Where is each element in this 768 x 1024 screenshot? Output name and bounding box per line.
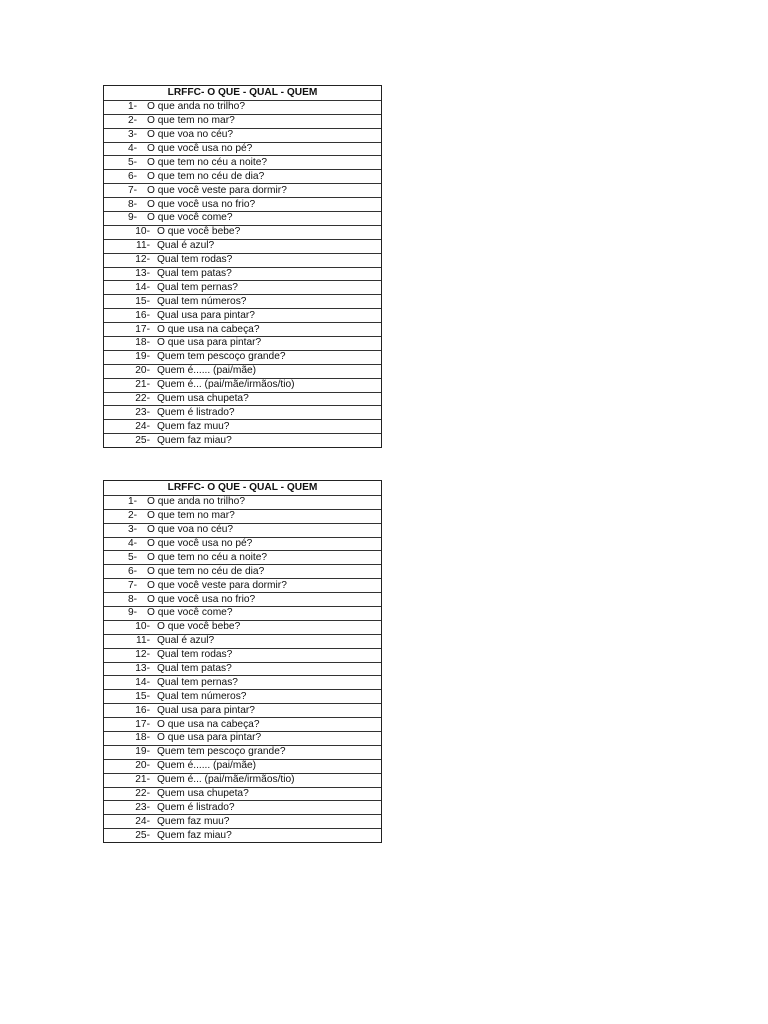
table-row <box>104 523 381 537</box>
table-row <box>104 648 381 662</box>
table-row <box>104 100 381 114</box>
row-number: 16- <box>135 309 150 321</box>
row-question: O que você usa no pé? <box>147 143 253 154</box>
question-table-2 <box>103 480 382 843</box>
row-question: Quem tem pescoço grande? <box>157 351 286 363</box>
row-number: 15- <box>135 295 150 307</box>
row-question: Qual é azul? <box>157 635 215 647</box>
table-row <box>104 239 381 253</box>
table-row <box>104 745 381 759</box>
row-number: 17- <box>135 718 150 730</box>
table-row <box>104 392 381 406</box>
row-question: Quem é... (pai/mãe/irmãos/tio) <box>157 774 295 786</box>
row-question: Qual tem rodas? <box>157 649 233 661</box>
row-question: Quem faz miau? <box>157 434 232 446</box>
row-number: 5- <box>127 156 137 168</box>
row-question: O que você usa no pé? <box>147 538 253 549</box>
table-row <box>104 322 381 336</box>
table-row <box>104 211 381 225</box>
row-number: 25- <box>135 829 150 841</box>
row-number: 11- <box>136 635 150 647</box>
row-question: Qual usa para pintar? <box>157 309 255 321</box>
table-row <box>104 759 381 773</box>
row-question: O que voa no céu? <box>147 129 234 141</box>
row-question: Quem faz muu? <box>157 815 230 827</box>
table-row <box>104 495 381 509</box>
table-row <box>104 828 381 842</box>
table-rows <box>104 495 381 842</box>
row-number: 22- <box>135 393 150 405</box>
row-number: 6- <box>127 170 137 182</box>
table-row <box>104 197 381 211</box>
row-question: O que você bebe? <box>157 226 241 238</box>
table-title <box>104 86 381 100</box>
row-number: 24- <box>135 815 150 827</box>
row-number: 1- <box>127 101 137 113</box>
table-row <box>104 606 381 620</box>
row-question: O que você veste para dormir? <box>147 579 287 591</box>
row-question: Quem é listrado? <box>157 801 235 813</box>
row-question: Quem é... (pai/mãe/irmãos/tio) <box>157 379 295 391</box>
row-question: Qual tem pernas? <box>157 676 238 688</box>
row-number: 4- <box>127 538 137 549</box>
table-row <box>104 308 381 322</box>
row-number: 21- <box>135 379 150 391</box>
row-number: 7- <box>127 184 137 196</box>
row-number: 8- <box>127 593 137 605</box>
row-number: 11- <box>136 240 150 252</box>
row-question: O que tem no mar? <box>147 115 235 127</box>
table-row <box>104 592 381 606</box>
row-question: Quem usa chupeta? <box>157 788 249 800</box>
row-number: 25- <box>135 434 150 446</box>
row-question: Qual é azul? <box>157 240 215 252</box>
row-question: O que voa no céu? <box>147 524 234 536</box>
row-number: 20- <box>135 365 150 377</box>
row-number: 2- <box>127 115 137 127</box>
row-question: Qual tem rodas? <box>157 254 233 266</box>
table-row <box>104 433 381 447</box>
table-row <box>104 364 381 378</box>
row-number: 13- <box>135 268 150 280</box>
row-number: 10- <box>135 621 150 633</box>
table-row <box>104 336 381 350</box>
row-number: 10- <box>135 226 150 238</box>
table-row <box>104 550 381 564</box>
table-row <box>104 294 381 308</box>
row-number: 18- <box>135 337 150 349</box>
row-question: Quem faz miau? <box>157 829 232 841</box>
row-question: O que você come? <box>147 607 233 619</box>
table-row <box>104 225 381 239</box>
row-number: 3- <box>127 129 137 141</box>
row-number: 5- <box>127 551 137 563</box>
row-number: 6- <box>127 565 137 577</box>
row-number: 2- <box>127 510 137 522</box>
table-row <box>104 662 381 676</box>
row-question: Quem é...... (pai/mãe) <box>157 760 257 772</box>
row-question: O que usa na cabeça? <box>157 718 260 730</box>
row-number: 24- <box>135 420 150 432</box>
table-row <box>104 405 381 419</box>
table-row <box>104 773 381 787</box>
row-question: O que você usa no frio? <box>147 593 256 605</box>
row-question: Quem tem pescoço grande? <box>157 746 286 758</box>
row-number: 21- <box>135 774 150 786</box>
row-number: 22- <box>135 788 150 800</box>
row-number: 1- <box>127 496 137 508</box>
row-question: O que tem no céu de dia? <box>147 170 265 182</box>
table-row <box>104 564 381 578</box>
table-row <box>104 350 381 364</box>
table-row <box>104 800 381 814</box>
table-row <box>104 578 381 592</box>
table-rows <box>104 100 381 447</box>
table-row <box>104 787 381 801</box>
table-row <box>104 267 381 281</box>
row-question: Qual tem números? <box>157 295 247 307</box>
table-title-text: LRFFC- O QUE - QUAL - QUEM <box>167 481 318 493</box>
row-number: 12- <box>135 649 150 661</box>
table-row <box>104 419 381 433</box>
table-title-text: LRFFC- O QUE - QUAL - QUEM <box>167 86 318 98</box>
table-row <box>104 675 381 689</box>
row-question: Qual tem patas? <box>157 663 232 675</box>
row-question: O que anda no trilho? <box>147 101 245 113</box>
row-number: 23- <box>135 406 150 418</box>
row-question: O que usa para pintar? <box>157 732 262 744</box>
row-question: O que você bebe? <box>157 621 241 633</box>
row-question: Qual tem pernas? <box>157 281 238 293</box>
table-row <box>104 280 381 294</box>
table-row <box>104 378 381 392</box>
table-row <box>104 169 381 183</box>
table-row <box>104 253 381 267</box>
table-row <box>104 114 381 128</box>
row-number: 20- <box>135 760 150 772</box>
row-number: 7- <box>127 579 137 591</box>
row-number: 3- <box>127 524 137 536</box>
row-number: 16- <box>135 704 150 716</box>
table-row <box>104 183 381 197</box>
row-question: O que tem no mar? <box>147 510 235 522</box>
row-question: Quem é listrado? <box>157 406 235 418</box>
table-row <box>104 731 381 745</box>
row-question: Quem usa chupeta? <box>157 393 249 405</box>
row-number: 15- <box>135 690 150 702</box>
row-question: O que você veste para dormir? <box>147 184 287 196</box>
row-question: O que tem no céu de dia? <box>147 565 265 577</box>
row-number: 12- <box>135 254 150 266</box>
question-table-1 <box>103 85 382 448</box>
row-number: 8- <box>127 198 137 210</box>
row-question: Qual tem patas? <box>157 268 232 280</box>
row-number: 13- <box>135 663 150 675</box>
table-row <box>104 689 381 703</box>
row-question: O que você usa no frio? <box>147 198 256 210</box>
row-question: Quem faz muu? <box>157 420 230 432</box>
table-title <box>104 481 381 495</box>
table-row <box>104 620 381 634</box>
row-number: 19- <box>135 351 150 363</box>
table-row <box>104 155 381 169</box>
row-question: Qual tem números? <box>157 690 247 702</box>
row-question: O que anda no trilho? <box>147 496 245 508</box>
table-row <box>104 814 381 828</box>
row-number: 19- <box>135 746 150 758</box>
row-question: O que tem no céu a noite? <box>147 551 268 563</box>
table-row <box>104 128 381 142</box>
row-number: 9- <box>127 607 137 619</box>
table-row <box>104 537 381 551</box>
table-row <box>104 142 381 156</box>
table-row <box>104 717 381 731</box>
row-question: Quem é...... (pai/mãe) <box>157 365 257 377</box>
row-question: Qual usa para pintar? <box>157 704 255 716</box>
row-number: 9- <box>127 212 137 224</box>
row-number: 17- <box>135 323 150 335</box>
table-row <box>104 703 381 717</box>
table-row <box>104 634 381 648</box>
row-number: 14- <box>135 676 150 688</box>
row-question: O que usa para pintar? <box>157 337 262 349</box>
row-number: 14- <box>135 281 150 293</box>
row-number: 4- <box>127 143 137 154</box>
row-question: O que usa na cabeça? <box>157 323 260 335</box>
row-number: 23- <box>135 801 150 813</box>
row-question: O que você come? <box>147 212 233 224</box>
table-row <box>104 509 381 523</box>
row-question: O que tem no céu a noite? <box>147 156 268 168</box>
row-number: 18- <box>135 732 150 744</box>
